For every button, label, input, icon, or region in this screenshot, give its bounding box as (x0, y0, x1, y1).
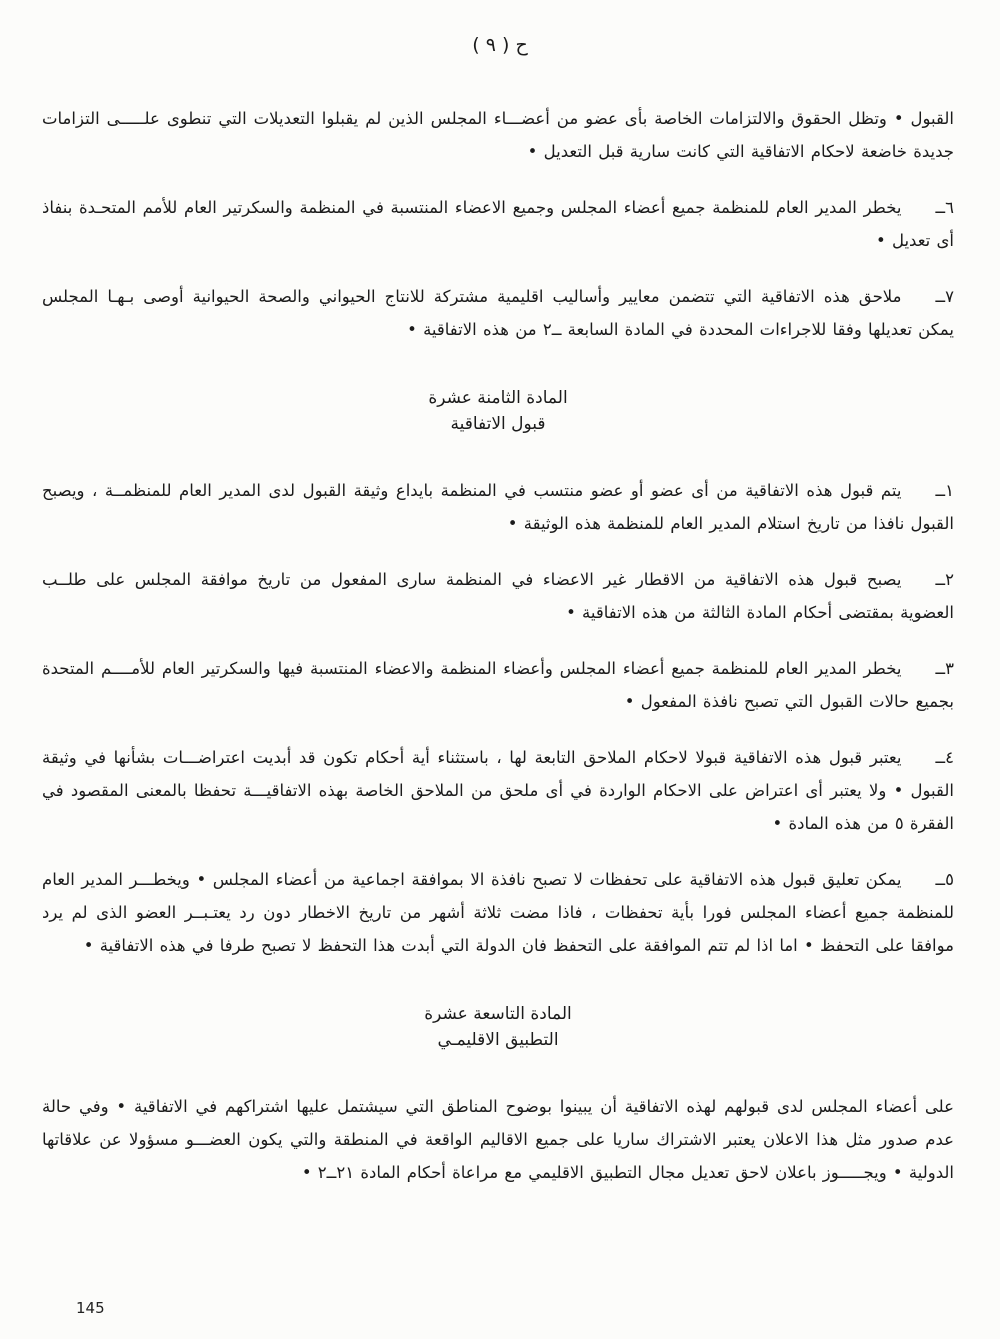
article-19-title: المادة التاسعة عشرة (424, 1004, 572, 1024)
paragraph-6-number: ٦ــ (935, 198, 954, 217)
article-18-paragraph-3-text: يخطر المدير العام للمنظمة جميع أعضاء المجلس وأعضاء المنظمة والاعضاء المنتسبة فيها والسكرتير العام للأمــــم المتحدة بجميع حالات القبول التي تصبح نافذة المفعول • (42, 659, 954, 711)
article-19-subtitle: التطبيق الاقليمـي (437, 1030, 559, 1050)
paragraph-7-number: ٧ــ (935, 287, 954, 306)
paragraph-7-text: ملاحق هذه الاتفاقية التي تتضمن معايير وأساليب اقليمية مشتركة للانتاج الحيواني والصحة الحيوانية أوصى بـهـا المجلس يمكن تعديلها وفقا للاجراءات المحددة في المادة السابعة ــ٢ من هذه الاتفاقية • (42, 287, 954, 339)
article-18-paragraph-2-text: يصبح قبول هذه الاتفاقية من الاقطار غير الاعضاء في المنظمة سارى المفعول من تاريخ موافقة المجلس على طلــب العضوية بمقتضى أحكام المادة الثالثة من هذه الاتفاقية • (42, 570, 954, 622)
article-18-paragraph-5 (42, 863, 954, 962)
article-18-paragraph-4 (42, 741, 954, 840)
article-18-paragraph-1-text: يتم قبول هذه الاتفاقية من أى عضو أو عضو منتسب في المنظمة بايداع وثيقة القبول لدى المدير العام للمنظمــة ، ويصبح القبول نافذا من تاريخ استلام المدير العام للمنظمة هذه الوثيقة • (42, 481, 954, 533)
article-18-paragraph-5-number: ٥ــ (935, 870, 954, 889)
article-18-paragraph-3-number: ٣ــ (935, 659, 954, 678)
paragraph-7 (42, 280, 954, 346)
article-18-paragraph-1-number: ١ــ (935, 481, 954, 500)
intro-continuation-paragraph: القبول • وتظل الحقوق والالتزامات الخاصة بأى عضو من أعضـــاء المجلس الذين لم يقبلوا التعديلات التي تنطوى علـــــى التزامات جديدة خاضعة لاحكام الاتفاقية التي كانت سارية قبل التعديل • (42, 109, 954, 161)
article-18-paragraph-3 (42, 652, 954, 718)
article-18-paragraph-1 (42, 474, 954, 540)
article-18-paragraph-4-text: يعتبر قبول هذه الاتفاقية قبولا لاحكام الملاحق التابعة لها ، باستثناء أية أحكام تكون قد أبديت اعتراضـــات بشأنها في وثيقة القبول • ولا يعتبر أى اعتراض على الاحكام الواردة في أى ملحق من الملاحق الخاصة بهذه الاتفاقيـــة تحفظا بالمعنى المقصود في الفقرة ٥ من هذه المادة • (42, 748, 954, 833)
document-content (0, 102, 1000, 1189)
article-18-paragraph-4-number: ٤ــ (935, 748, 954, 767)
paragraph-6-text: يخطر المدير العام للمنظمة جميع أعضاء المجلس وجميع الاعضاء المنتسبة في المنظمة والسكرتير العام للأمم المتحـدة بنفاذ أى تعديل • (42, 198, 954, 250)
article-18-subtitle: قبول الاتفاقية (450, 414, 546, 434)
article-18-paragraph-5-text: يمكن تعليق قبول هذه الاتفاقية على تحفظات لا تصبح نافذة الا بموافقة اجماعية من أعضاء المجلس • ويخطـــر المدير العام للمنظمة جميع أعضاء المجلس فورا بأية تحفظات ، فاذا مضت ثلاثة أشهر من تاريخ الاخطار دون رد يعتـبــر العضو الذى لم يرد موافقا على التحفظ • اما اذا لم تتم الموافقة على التحفظ فان الدولة التي أبدت هذا التحفظ لا تصبح طرفا في هذه الاتفاقية • (42, 870, 954, 955)
article-18-paragraph-2-number: ٢ــ (935, 570, 954, 589)
article-18-title: المادة الثامنة عشرة (428, 388, 568, 408)
page-header-mark: ح ( ٩ ) (472, 34, 528, 56)
page-number: 145 (76, 1299, 105, 1317)
article-18-paragraph-2 (42, 563, 954, 629)
paragraph-6 (42, 191, 954, 257)
article-19-paragraph: على أعضاء المجلس لدى قبولهم لهذه الاتفاقية أن يبينوا بوضوح المناطق التي سيشتمل عليها اشتراكهم في الاتفاقية • وفي حالة عدم صدور مثل هذا الاعلان يعتبر الاشتراك ساريا على جميع الاقاليم الواقعة في المنطقة والتي يكون العضـــو مسؤولا عن علاقاتها الدولية • ويجـــــوز باعلان لاحق تعديل مجال التطبيق الاقليمي مع مراعاة أحكام المادة ٢١ــ٢ • (42, 1097, 954, 1182)
